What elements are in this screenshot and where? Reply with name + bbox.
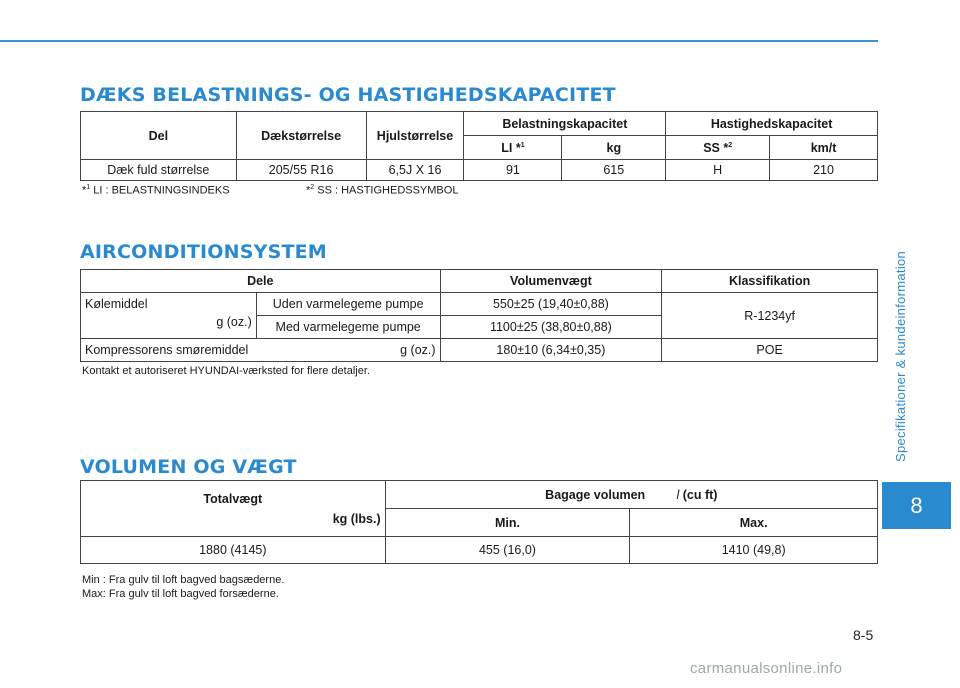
header-li: LI *$^1$ [464,136,562,160]
top-rule [0,40,878,42]
table-cell: 1880 (4145) [81,537,386,564]
table-row [81,537,878,564]
table-cell: 205/55 R16 [236,160,366,181]
oil-unit: g (oz.) [400,343,436,357]
table-cell: POE [662,339,878,362]
header-total-unit: kg (lbs.) [332,511,381,526]
table-cell: Med varmelegeme pumpe [256,316,440,339]
header-kg: kg [562,136,666,160]
table-cell: 1100±25 (38,80±0,88) [440,316,662,339]
table-cell: 180±10 (6,34±0,35) [440,339,662,362]
header-kmt: km/t [770,136,878,160]
table-cell: Dæk fuld størrelse [81,160,237,181]
header-min: Min. [385,509,630,537]
oil-cell [81,339,441,362]
table-row [81,160,878,181]
header-volume: Volumenvægt [440,270,662,293]
refrigerant-cell [81,293,257,339]
table-cell: 455 (16,0) [385,537,630,564]
table-cell: 210 [770,160,878,181]
table-cell: 91 [464,160,562,181]
tire-table [80,111,878,181]
table-row [81,339,878,362]
header-max: Max. [630,509,878,537]
chapter-number-box: 8 [882,482,951,529]
header-luggage-volume: Bagage volumen l (cu ft) [385,481,877,509]
header-parts: Dele [81,270,441,293]
ac-note: Kontakt et autoriseret HYUNDAI-værksted for flere detaljer. [82,365,370,377]
header-tire-size: Dækstørrelse [236,112,366,160]
ac-table [80,269,878,362]
table-cell: R-1234yf [662,293,878,339]
chapter-side-label: Specifikationer & kundeinformation [893,250,908,462]
table-cell: 615 [562,160,666,181]
ac-section-heading: AIRCONDITIONSYSTEM [80,241,327,263]
watermark: carmanualsonline.info [690,660,843,677]
header-total-weight [81,481,386,537]
volume-table [80,480,878,564]
table-cell: H [666,160,770,181]
page-number: 8-5 [853,627,874,643]
table-cell: Uden varmelegeme pumpe [256,293,440,316]
header-classification: Klassifikation [662,270,878,293]
tire-section-heading: DÆKS BELASTNINGS- OG HASTIGHEDSKAPACITET [80,84,616,106]
table-row [81,293,878,316]
header-total-label: Totalvægt [203,491,263,506]
volume-note-max: Max: Fra gulv til loft bagved forsæderne. [82,588,279,600]
table-cell: 6,5J X 16 [366,160,464,181]
table-cell: 550±25 (19,40±0,88) [440,293,662,316]
li-footnote: *$^1$ LI : BELASTNINGSINDEKS [82,184,230,197]
header-load-capacity: Belastningskapacitet [464,112,666,136]
header-ss: SS *$^2$ [666,136,770,160]
refrigerant-unit: g (oz.) [216,315,252,329]
header-wheel-size: Hjulstørrelse [366,112,464,160]
refrigerant-label: Kølemiddel [85,297,148,311]
volume-section-heading: VOLUMEN OG VÆGT [80,456,297,478]
oil-label: Kompressorens smøremiddel [85,343,249,357]
header-part: Del [81,112,237,160]
header-speed-capacity: Hastighedskapacitet [666,112,878,136]
ss-footnote: *$^2$ SS : HASTIGHEDSSYMBOL [306,184,459,197]
table-cell: 1410 (49,8) [630,537,878,564]
volume-note-min: Min : Fra gulv til loft bagved bagsæderne. [82,574,285,586]
